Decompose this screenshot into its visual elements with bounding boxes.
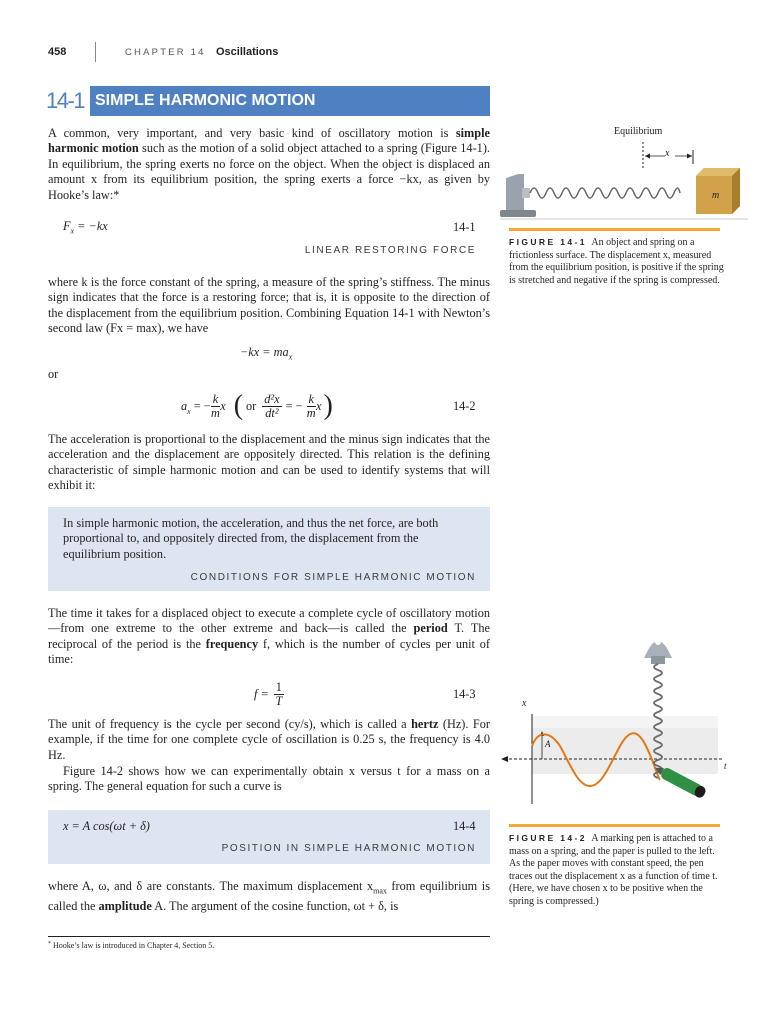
section-heading xyxy=(46,86,490,116)
figure2-x-axis-label: x xyxy=(522,698,527,709)
paragraph-amplitude: where A, ω, and δ are constants. The maximum displacement $x_{max}$ from equilibrium is called the amplitude A. The argument of the cosine function, ωt + δ, is xyxy=(48,879,490,913)
paragraph-or: or xyxy=(48,367,59,381)
equation-tag-restoring-force: LINEAR RESTORING FORCE xyxy=(304,245,476,256)
figure1-caption: FIGURE 14-1 An object and spring on a frictionless surface. The displacement x, measured from the equilibrium position, is positive if the spring is stretched and negative if the spring is compressed. xyxy=(509,237,724,286)
chapter-title: Oscillations xyxy=(216,46,279,58)
paragraph-acceleration: The acceleration is proportional to the displacement and the minus sign indicates that the acceleration and the displacement are oppositely directed. This relation is the defining characteristic of simple harmonic motion and can be used to identify systems that will exhibit it: xyxy=(48,432,490,493)
figure-14-2-illustration xyxy=(498,628,738,808)
equation-box-14-4 xyxy=(48,810,490,864)
paragraph-intro: A common, very important, and very basic kind of oscillatory motion is simple harmonic motion such as the motion of a solid object attached to a spring (Figure 14-1). In equilibrium, the spring exerts no force on the object. When the object is displaced an amount x from its equilibrium position, the spring exerts a force −kx, as given by Hooke’s law:* xyxy=(48,126,490,202)
callout-tag: CONDITIONS FOR SIMPLE HARMONIC MOTION xyxy=(190,572,476,583)
paragraph-period: The time it takes for a displaced object to execute a complete cycle of oscillatory motion—from one extreme to the other extreme and back—is called the period T. The reciprocal of the period is the frequency f, which is the number of cycles per unit of time: xyxy=(48,606,490,667)
figure2-amplitude-label: A xyxy=(545,739,551,749)
section-title: SIMPLE HARMONIC MOTION xyxy=(90,86,490,116)
figure2-caption: FIGURE 14-2 A marking pen is attached to a mass on a spring, and the paper is pulled to the left. As the paper moves with constant speed, the pen traces out the displacement x as a function of time t. (Here, we have chosen x to be positive when the spring is compressed.) xyxy=(509,833,718,907)
callout-text: In simple harmonic motion, the acceleration, and thus the net force, are both proportional to, and oppositely directed from, the displacement from the equilibrium position. xyxy=(63,516,439,561)
figure1-equilibrium-label: Equilibrium xyxy=(614,126,663,137)
figure-14-1-illustration xyxy=(500,140,750,222)
page-number: 458 xyxy=(48,46,67,58)
equation-number-14-2: 14-2 xyxy=(453,399,476,413)
equation-14-2: a $_x$ = − $\frac{k}{m}$ x ( or $\frac{\text{d²x}}{\text{dt²}}$ = − $\frac{k}{m}$ x ) xyxy=(181,390,333,421)
equation-newton: $-kx = ma_x$ xyxy=(240,345,293,362)
equation-14-4: x = A cos(ωt + δ) xyxy=(63,819,150,833)
equation-14-3: f = $\frac{1}{T}$ xyxy=(254,679,283,708)
paragraph-restoring: where k is the force constant of the spring, a measure of the spring’s stiffness. The minus sign indicates that the force is a restoring force; that is, it is opposite to the direction of the displacement from the equilibrium position. Combining Equation 14-1 with Newton’s second law (Fx = max), we have xyxy=(48,275,490,336)
footnote-rule xyxy=(48,936,490,937)
paragraph-hertz: The unit of frequency is the cycle per second (cy/s), which is called a hertz (Hz). For example, if the time for one complete cycle of oscillation is 0.25 s, the frequency is 4.0 Hz. xyxy=(48,717,490,762)
equation-tag-position: POSITION IN SIMPLE HARMONIC MOTION xyxy=(221,843,476,854)
figure1-caption-rule xyxy=(509,228,720,231)
equation-number-14-1: 14-1 xyxy=(453,220,476,234)
section-number: 14-1 xyxy=(46,88,85,113)
header-divider xyxy=(95,42,96,62)
equation-14-1: $F_x = -kx$ xyxy=(63,219,108,236)
equation-number-14-3: 14-3 xyxy=(453,687,476,701)
footnote: * Hooke’s law is introduced in Chapter 4, Section 5. xyxy=(48,941,215,950)
equation-number-14-4: 14-4 xyxy=(453,819,476,833)
figure1-mass-label: m xyxy=(712,190,720,201)
chapter-label: CHAPTER 14 xyxy=(125,47,206,58)
callout-box xyxy=(48,507,490,591)
figure1-x-label: x xyxy=(665,148,670,159)
figure2-t-axis-label: t xyxy=(724,761,727,771)
paragraph-figure-ref: Figure 14-2 shows how we can experimentally obtain x versus t for a mass on a spring. The general equation for such a curve is xyxy=(48,764,490,794)
figure2-caption-rule xyxy=(509,824,720,827)
